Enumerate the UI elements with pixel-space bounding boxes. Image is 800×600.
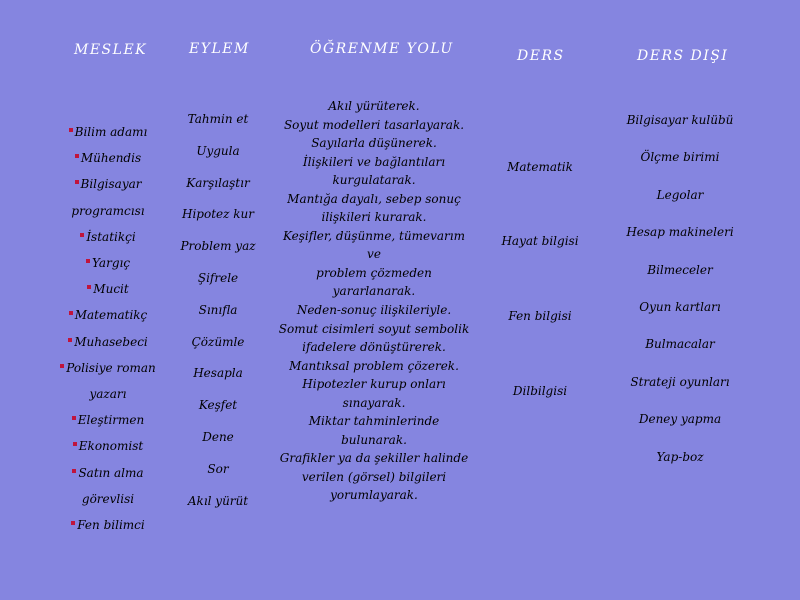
ders-disi-item: Ölçme birimi — [640, 150, 720, 165]
meslek-item — [58, 355, 158, 381]
meslek-text: Mühendis — [80, 151, 142, 166]
meslek-item — [58, 381, 158, 407]
meslek-text: programcısı — [71, 203, 145, 218]
bullet-icon — [86, 259, 90, 263]
ogrenme-line: İlişkileri ve bağlantıları — [302, 154, 446, 169]
meslek-item — [58, 224, 158, 250]
meslek-text: Muhasebeci — [74, 334, 148, 349]
ogrenme-line: kurgulatarak. — [332, 173, 416, 188]
meslek-item — [58, 171, 158, 197]
meslek-item — [58, 250, 158, 276]
ogrenme-line: Miktar tahminlerinde bulunarak. — [308, 414, 440, 447]
eylem-item: Problem yaz — [180, 239, 256, 254]
ogrenme-yolu-list — [276, 97, 472, 505]
eylem-item: Tahmin et — [187, 112, 249, 126]
header-ogrenme-yolu: ÖĞRENME YOLU — [310, 41, 454, 57]
header-meslek: MESLEK — [74, 42, 148, 58]
meslek-item — [58, 512, 158, 538]
ders-disi-item: Yap-boz — [656, 449, 704, 464]
meslek-item — [58, 407, 158, 433]
header-eylem: EYLEM — [189, 41, 250, 57]
ogrenme-line: Keşifler, düşünme, tümevarım ve — [283, 228, 465, 262]
bullet-icon — [80, 233, 84, 237]
ders-disi-list — [620, 102, 740, 476]
ders-disi-item: Hesap makineleri — [626, 225, 734, 240]
ogrenme-line: Sayılarla düşünerek. — [311, 136, 437, 151]
meslek-item — [58, 198, 158, 224]
ders-item: Dilbilgisi — [512, 384, 568, 398]
eylem-item: Sor — [207, 461, 229, 476]
meslek-text: Eleştirmen — [77, 413, 145, 428]
eylem-item: Çözümle — [191, 334, 245, 349]
bullet-icon — [60, 364, 64, 368]
eylem-item: Keşfet — [198, 398, 238, 413]
ogrenme-line: yorumlayarak. — [330, 488, 418, 503]
ders-disi-item: Bilgisayar kulübü — [626, 113, 734, 127]
meslek-text: Yargıç — [91, 256, 131, 271]
meslek-item — [58, 329, 158, 355]
ders-item: Fen bilgisi — [508, 309, 572, 323]
ogrenme-line: ilişkileri kurarak. — [321, 210, 427, 225]
bullet-icon — [68, 338, 72, 342]
meslek-item — [58, 486, 158, 512]
bullet-icon — [87, 285, 91, 289]
meslek-item — [58, 145, 158, 171]
ogrenme-line: Somut cisimleri soyut sembolik — [278, 321, 470, 336]
ogrenme-line: Grafikler ya da şekiller halinde — [279, 451, 469, 466]
meslek-text: Satın alma — [78, 465, 144, 480]
header-ders-disi: DERS DIŞI — [637, 48, 729, 64]
ders-disi-item: Oyun kartları — [639, 300, 721, 315]
meslek-text: Fen bilimci — [77, 518, 145, 533]
meslek-text: Matematikç — [74, 308, 148, 323]
eylem-item: Karşılaştır — [186, 175, 250, 190]
meslek-item — [58, 302, 158, 328]
eylem-item: Hipotez kur — [181, 207, 254, 222]
meslek-text: Bilgisayar — [80, 177, 142, 192]
meslek-item — [58, 433, 158, 459]
ders-disi-item: Strateji oyunları — [630, 374, 730, 389]
meslek-text: görevlisi — [81, 491, 135, 506]
bullet-icon — [72, 416, 76, 420]
ders-disi-item: Legolar — [656, 187, 704, 202]
bullet-icon — [71, 521, 75, 525]
ogrenme-line: sınayarak. — [342, 395, 406, 410]
meslek-text: İstatikçi — [86, 229, 136, 244]
eylem-item: Uygula — [196, 143, 240, 158]
bullet-icon — [73, 442, 77, 446]
bullet-icon — [75, 180, 79, 184]
eylem-item: Hesapla — [193, 366, 243, 381]
eylem-item: Şifrele — [197, 270, 239, 285]
ders-item: Matematik — [507, 160, 573, 174]
ogrenme-line: Mantığa dayalı, sebep sonuç — [287, 191, 461, 206]
meslek-item — [58, 460, 158, 486]
eylem-list — [168, 104, 268, 517]
ogrenme-line: Akıl yürüterek. — [328, 99, 420, 113]
meslek-text: Bilim adamı — [74, 125, 148, 139]
ders-item: Hayat bilgisi — [501, 234, 579, 248]
ogrenme-line: Hipotezler kurup onları — [302, 377, 446, 392]
ogrenme-line: Neden-sonuç ilişkileriyle. — [296, 303, 452, 318]
ogrenme-line: Soyut modelleri tasarlayarak. — [283, 117, 465, 132]
ogrenme-line: ifadelere dönüştürerek. — [302, 340, 446, 355]
ders-disi-item: Deney yapma — [638, 412, 722, 427]
ders-disi-item: Bulmacalar — [645, 337, 715, 352]
bullet-icon — [72, 469, 76, 473]
eylem-item: Dene — [202, 429, 234, 444]
ogrenme-line: Mantıksal problem çözerek. — [289, 358, 459, 373]
ogrenme-line: verilen (görsel) bilgileri — [301, 469, 447, 484]
ogrenme-line: problem çözmeden yararlanarak. — [316, 265, 432, 299]
bullet-icon — [69, 311, 73, 315]
meslek-text: Polisiye roman — [66, 360, 156, 375]
meslek-text: Mucit — [93, 282, 129, 297]
meslek-text: Ekonomist — [78, 439, 144, 454]
eylem-item: Sınıfla — [198, 302, 238, 317]
meslek-list — [58, 119, 158, 538]
meslek-text: yazarı — [89, 387, 127, 402]
bullet-icon — [69, 128, 73, 132]
ders-disi-item: Bilmeceler — [647, 262, 713, 277]
meslek-item — [58, 119, 158, 145]
bullet-icon — [75, 154, 79, 158]
meslek-item — [58, 276, 158, 302]
eylem-item: Akıl yürüt — [187, 493, 249, 508]
header-ders: DERS — [517, 48, 565, 64]
